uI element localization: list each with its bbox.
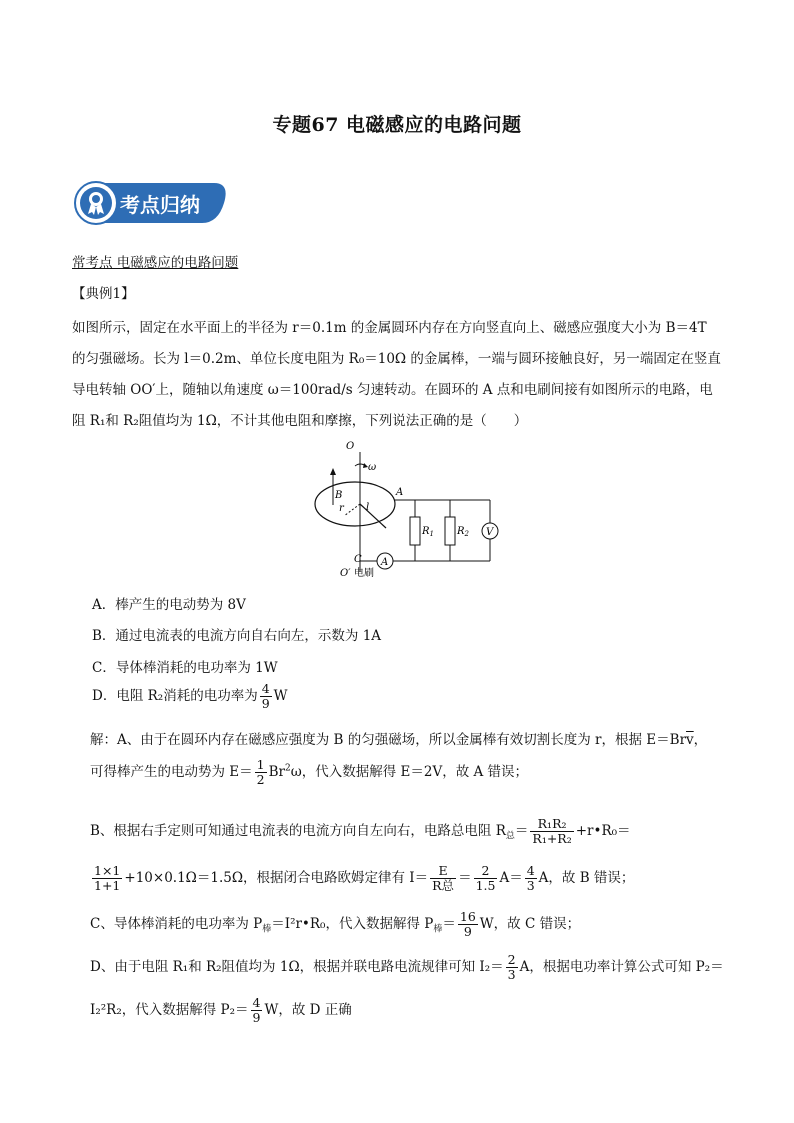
resistor-r2 [445,517,455,545]
resistor-r1 [410,517,420,545]
label-a: A [396,487,404,498]
page-title: 专题67 电磁感应的电路问题 [272,114,522,136]
question-line-3: 导电转轴 OO′上，随轴以角速度 ω＝100rad/s 匀速转动。在圆环的 A 点和电刷间接有如图所示的电路，电 [72,382,713,398]
metal-ring [315,482,395,526]
banner-label: 考点归纳 [120,193,200,217]
label-r1: $R_1$ [422,526,434,538]
solution-c-line: C、导体棒消耗的电功率为 $P_棒=I^2r•R_0$，代入数据解得 $P_棒=$ $\frac{16}{9}$ W，故 C 错误； [90,909,581,939]
question-line-4: 阻 R₁和 R₂阻值均为 1Ω，不计其他电阻和摩擦，下列说法正确的是（ ） [72,413,528,429]
label-omega: ω [368,462,377,473]
circuit-diagram [300,440,510,580]
solution-d-line-1: D、由于电阻 R₁和 R₂阻值均为 1Ω，根据并联电路电流规律可知 I₂＝ $\frac{2}{3}$ A，根据电功率计算公式可知 P₂＝ [90,952,724,982]
label-o-prime: O′ [340,568,351,579]
option-b: B．通过电流表的电流方向自右向左，示数为 1A [92,628,382,644]
label-b: B [335,490,343,501]
label-o: O [346,441,355,452]
radius-line [344,504,360,516]
option-c: C．导体棒消耗的电功率为 1W [92,660,278,676]
metal-rod [360,504,386,528]
solution-b-line-2: $\frac{1\times 1}{1+1}$ +10×0.1Ω＝1.5Ω，根据闭合电路欧姆定律有 I＝ $\frac{E}{\text{R总}}$ ＝ $\frac{2}{1.5}$ A＝ $\frac{4}{3}$ A，故 B 错误； [94,863,635,893]
label-l: l [366,502,370,513]
ammeter-label: A [381,557,389,568]
option-d: D．电阻 R₂消耗的电功率为 $\frac{4}{9}$ W [92,681,288,711]
solution-a-line-1: 解：A、由于在圆环内存在磁感应强度为 B 的匀强磁场，所以金属棒有效切割长度为 r，根据 $E=Br\overline{v}$， [90,732,708,748]
solution-b-line-1: B、根据右手定则可知通过电流表的电流方向自左向右，电路总电阻 $R_总=$ $\frac{\text{R₁R₂}}{\text{R₁+R₂}}$ +r•R₀＝ [90,816,631,846]
question-line-2: 的匀强磁场。长为 l＝0.2m、单位长度电阻为 R₀＝10Ω 的金属棒，一端与圆环接触良好，另一端固定在竖直 [72,351,721,367]
example-label: 【典例1】 [72,286,135,302]
label-r2: $R_2$ [457,526,469,538]
option-d-fraction: $\frac{4}{9}$ [261,681,270,711]
label-c: C [354,554,362,565]
label-brush: 电刷 [354,568,374,579]
option-a: A．棒产生的电动势为 8V [92,597,246,613]
label-r: r [339,503,344,514]
solution-a-line-2: 可得棒产生的电动势为 E＝ $\frac{1}{2}$ Br$^2$ω，代入数据解得 E＝2V，故 A 错误； [90,757,529,787]
question-line-1: 如图所示，固定在水平面上的半径为 r＝0.1m 的金属圆环内存在方向竖直向上、磁感应强度大小为 B＝4T [72,320,707,336]
voltmeter-label: V [486,527,494,538]
solution-d-line-2: I₂²R₂，代入数据解得 P₂＝ $\frac{4}{9}$ W，故 D 正确 [90,995,352,1025]
section-heading: 常考点 电磁感应的电路问题 [72,255,239,271]
